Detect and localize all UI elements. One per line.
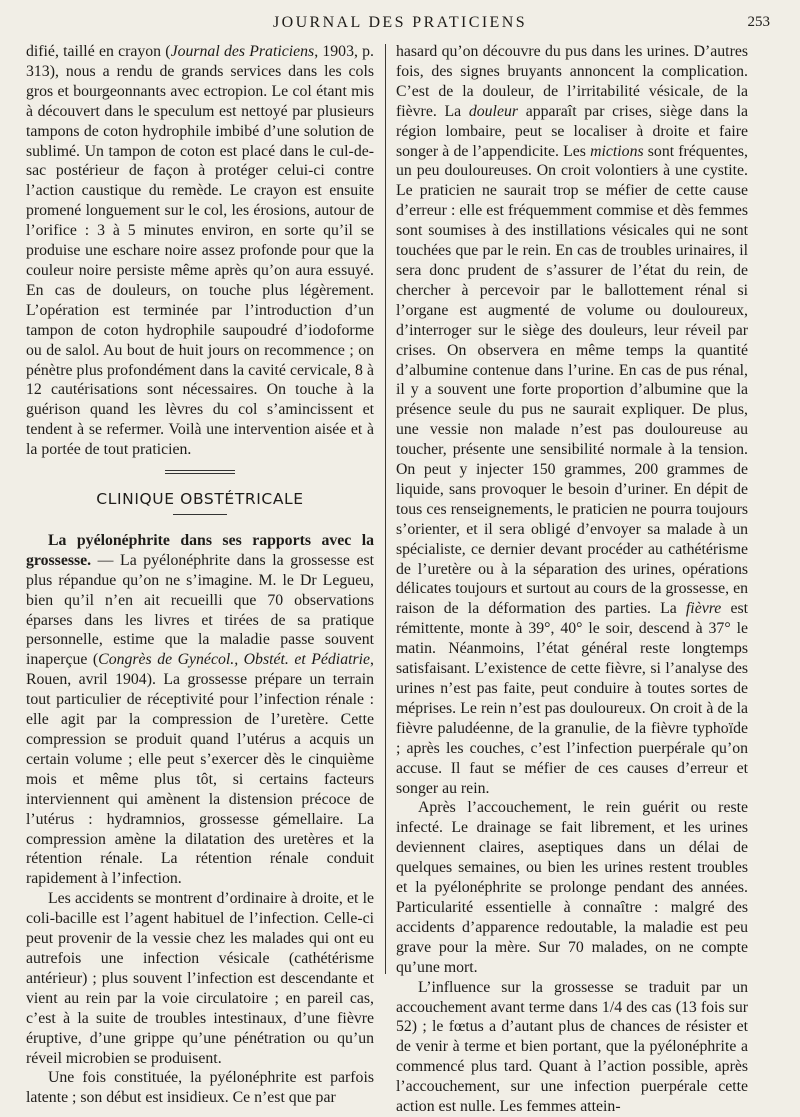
- article-title: La pyélonéphrite dans ses rapports avec la grossesse.: [26, 531, 374, 569]
- body-paragraph: Les accidents se montrent d’ordinaire à droite, et le coli-bacille est l’agent habituel de l’infection. Celle-ci peut provenir de la vessie chez les malades qui ont eu autrefois une infection vésicale (cathétérisme antérieur) ; plus souvent l’infection est descendante et vient au rein par la voie circulatoire ; en pareil cas, c’est à la suite de troubles intestinaux, d’une fièvre éruptive, d’une grippe qu’une pénétration ou qu’un réveil microbien se produisent.: [26, 890, 374, 1067]
- running-head: [0, 14, 800, 38]
- right-column: [396, 42, 748, 1117]
- heading-rule: [173, 514, 227, 515]
- body-paragraph: L’influence sur la grossesse se traduit par un accouchement avant terme dans 1/4 des cas (13 fois sur 52) ; le fœtus a d’autant plus de chances de résister et de venir à terme et bien portant, que la pyélonéphrite a commencé plus tard. Quant à l’action possible, après l’accouchement, sur une infection puerpérale cette action est nulle. Les femmes attein-: [396, 978, 748, 1116]
- citation: Congrès de Gynécol., Obstét. et Pédiatrie: [98, 651, 371, 669]
- page-number: 253: [747, 14, 770, 30]
- section-heading: CLINIQUE OBSTÉTRICALE: [96, 490, 304, 509]
- column-divider: [385, 44, 386, 974]
- journal-title: JOURNAL DES PRATICIENS: [272, 14, 527, 31]
- body-paragraph: hasard qu’on découvre du pus dans les urines. D’autres fois, des signes bruyants annoncent la complication. C’est de la douleur, de l’irritabilité vésicale, de la fièvre. La douleur apparaît par crises, siège dans la région lombaire, peut se localiser à droite et faire songer à de l’appendicite. Les mictions sont fréquentes, un peu douloureuses. On croit volontiers à une cystite. Le praticien ne saurait trop se méfier de cette cause d’erreur : elle est fréquemment commise et dès femmes sont soumises à des instillations vésicales qui ne sont touchées que par le rein. En cas de troubles urinaires, il sera donc prudent de s’assurer de l’état du rein, de chercher à percevoir par le ballottement rénal si l’organe est augmenté de volume ou douloureux, d’interroger sur le siège des douleurs, leur réveil par crises. On observera en même temps la quantité d’albumine contenue dans l’urine. En cas de pus rénal, il y a souvent une forte proportion d’albumine que la présence seule du pus ne saurait expliquer. De plus, une vessie non malade n’est pas douloureuse au toucher, présente une sensibilité normale à la tension. On peut y injecter 150 grammes, 200 grammes de liquide, sans provoquer le besoin d’uriner. En dépit de tous ces renseignements, le praticien ne pourra toujours s’orienter, et il sera obligé d’envoyer sa malade à un spécialiste, ce dernier devant procéder au cathétérisme de l’uretère ou à la séparation des urines, opérations délicates toujours et surtout au cours de la grossesse, en raison de la déformation des parties. La fièvre est rémittente, monte à 39°, 40° le soir, descend à 37° le matin. Néanmoins, l’état général reste longtemps satisfaisant. L’existence de cette fièvre, si l’analyse des urines n’est pas faite, peut conduire à toutes sortes de méprises. Le rein n’est pas douloureux. On croit à de la fièvre paludéenne, de la granulie, de la fièvre typhoïde ; après les couches, c’est l’infection puerpérale qu’on accuse. Il faut se méfier de ces causes d’erreur et songer au rein.: [396, 43, 749, 797]
- double-rule-separator: [165, 470, 235, 474]
- body-paragraph: Après l’accouchement, le rein guérit ou reste infecté. Le drainage se fait librement, et les urines deviennent claires, aseptiques dans un délai de quelques semaines, ou bien les urines restent troubles et la pyélonéphrite se prolonge pendant des années. Particularité essentielle à connaître : malgré des accidents d’apparence redoutable, la maladie est peu grave pour la mère. Sur 70 malades, on ne compte qu’une mort.: [396, 799, 748, 976]
- paragraph-continuation: difié, taillé en crayon (Journal des Praticiens, 1903, p. 313), nous a rendu de grands services dans les cols gros et bourgeonnants avec ectropion. Le col étant mis à découvert dans le speculum est nettoyé par plusieurs tampons de coton hydrophile imbibé d’une solution de sublimé. Un tampon de coton est placé dans le cul-de-sac postérieur de façon à protéger celui-ci contre l’action caustique du remède. Le crayon est ensuite promené longuement sur le col, les érosions, autour de l’orifice : 3 à 5 minutes environ, en sorte qu’il se produise une eschare noire assez profonde pour que la couleur noire persiste même après qu’on aura essuyé. En cas de douleurs, on touche plus légèrement. L’opération est terminée par l’introduction d’un tampon de coton hydrophile saupoudré d’iodoforme ou de salol. Au bout de huit jours on recommence ; on pénètre plus profondément dans la cavité cervicale, 8 à 12 cautérisations sont nécessaires. On touche à la guérison quand les lèvres du col s’amincissent et tendent à se refermer. Voilà une intervention aisée et à la portée de tout praticien.: [26, 43, 374, 459]
- citation: Journal des Praticiens: [170, 43, 315, 60]
- body-paragraph: Une fois constituée, la pyélonéphrite est parfois latente ; son début est insidieux. Ce n’est que par: [26, 1069, 374, 1107]
- article-paragraph: La pyélonéphrite dans ses rapports avec la grossesse. — La pyélonéphrite dans la grossesse est plus répandue qu’on ne s’imagine. M. le Dr Legueu, bien qu’il n’en ait recueilli que 70 observations éparses dans les livres et tirées de sa pratique personnelle, estime que la maladie passe souvent inaperçue (Congrès de Gynécol., Obstét. et Pédiatrie, Rouen, avril 1904). La grossesse prépare un terrain tout particulier de réceptivité pour l’infection rénale : elle agit par la compression de l’uretère. Cette compression se produit quand l’utérus a acquis un certain volume ; elle peut s’exercer dès le cinquième mois et même plus tôt, si certains facteurs interviennent qui amènent la distension précoce de l’utérus : hydramnios, grossesse gémellaire. La compression amène la dilatation des uretères et la rétention rénale. La rétention rénale conduit rapidement à l’infection.: [26, 531, 374, 888]
- left-column: [26, 42, 374, 1108]
